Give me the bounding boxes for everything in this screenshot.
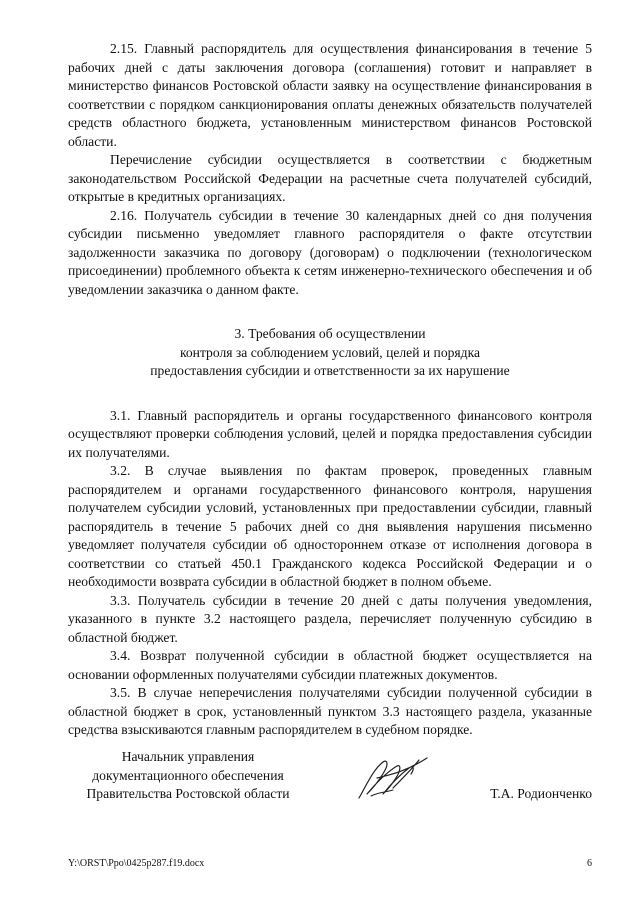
document-body	[68, 40, 592, 740]
position-line: Начальник управления	[121, 749, 255, 764]
paragraph-transfer: Перечисление субсидии осуществляется в соответствии с бюджетным законодательством Российской Федерации на расчетные счета получателей субсидий, открытые в кредитных организациях.	[68, 152, 592, 204]
signature-block	[68, 748, 592, 808]
signatory-name: Т.А. Родионченко	[490, 786, 592, 801]
file-path: Y:\ORST\Ppo\0425p287.f19.docx	[68, 858, 205, 869]
paragraph-3-2: 3.2. В случае выявления по фактам проверок, проведенных главным распорядителем и органами государственного финансового контроля, нарушения получателем субсидии условий, установленных при предоставлении субсидии, главный распорядитель в течение 5 рабочих дней со дня выявления нарушения письменно уведомляет получателя субсидии об одностороннем отказе от исполнения договора в соответствии со статьей 450.1 Гражданского кодекса Российской Федерации и о необходимости возврата субсидии в областной бюджет в полном объеме.	[68, 463, 592, 589]
section-heading-line: 3. Требования об осуществлении	[234, 326, 426, 341]
section-3-heading	[68, 325, 592, 381]
paragraph-2-16: 2.16. Получатель субсидии в течение 30 календарных дней со дня получения субсидии письменно уведомляет главного распорядителя о факте отсутствии задолженности заказчика по договору (договорам) о подключении (технологическом присоединении) проблемного объекта к сетям инженерно-технического обеспечения и об уведомлении заказчика о данном факте.	[68, 207, 592, 297]
section-heading-line: предоставления субсидии и ответственности за их нарушение	[150, 363, 510, 378]
section-heading-line: контроля за соблюдением условий, целей и порядка	[179, 344, 481, 360]
position-line: документационного обеспечения	[92, 767, 284, 783]
paragraph-3-1: 3.1. Главный распорядитель и органы государственного финансового контроля осуществляют проверки соблюдения условий, целей и порядка предоставления субсидии их получателями.	[68, 407, 592, 460]
paragraph-3-3: 3.3. Получатель субсидии в течение 20 дней с даты получения уведомления, указанного в пункте 3.2 настоящего раздела, перечисляет полученную субсидию в областной бюджет.	[68, 592, 592, 645]
paragraph-3-5: 3.5. В случае неперечисления получателями субсидии полученной субсидии в областной бюджет в срок, установленный пунктом 3.3 настоящего раздела, указанные средства взыскиваются главным распорядителем в судебном порядке.	[68, 685, 592, 737]
paragraph-3-4: 3.4. Возврат полученной субсидии в областной бюджет осуществляется на основании оформленных получателями субсидии платежных документов.	[68, 648, 592, 682]
paragraph-2-15: 2.15. Главный распорядитель для осуществления финансирования в течение 5 рабочих дней с даты заключения договора (соглашения) готовит и направляет в министерство финансов Ростовской области заявку на осуществление финансирования в соответствии с порядком санкционирования оплаты денежных обязательств получателей средств областного бюджета, установленным министерством финансов Ростовской области.	[68, 41, 592, 149]
signatory-position	[68, 748, 308, 804]
page-number: 6	[587, 858, 592, 869]
handwritten-signature	[353, 748, 433, 806]
position-line: Правительства Ростовской области	[86, 786, 290, 801]
